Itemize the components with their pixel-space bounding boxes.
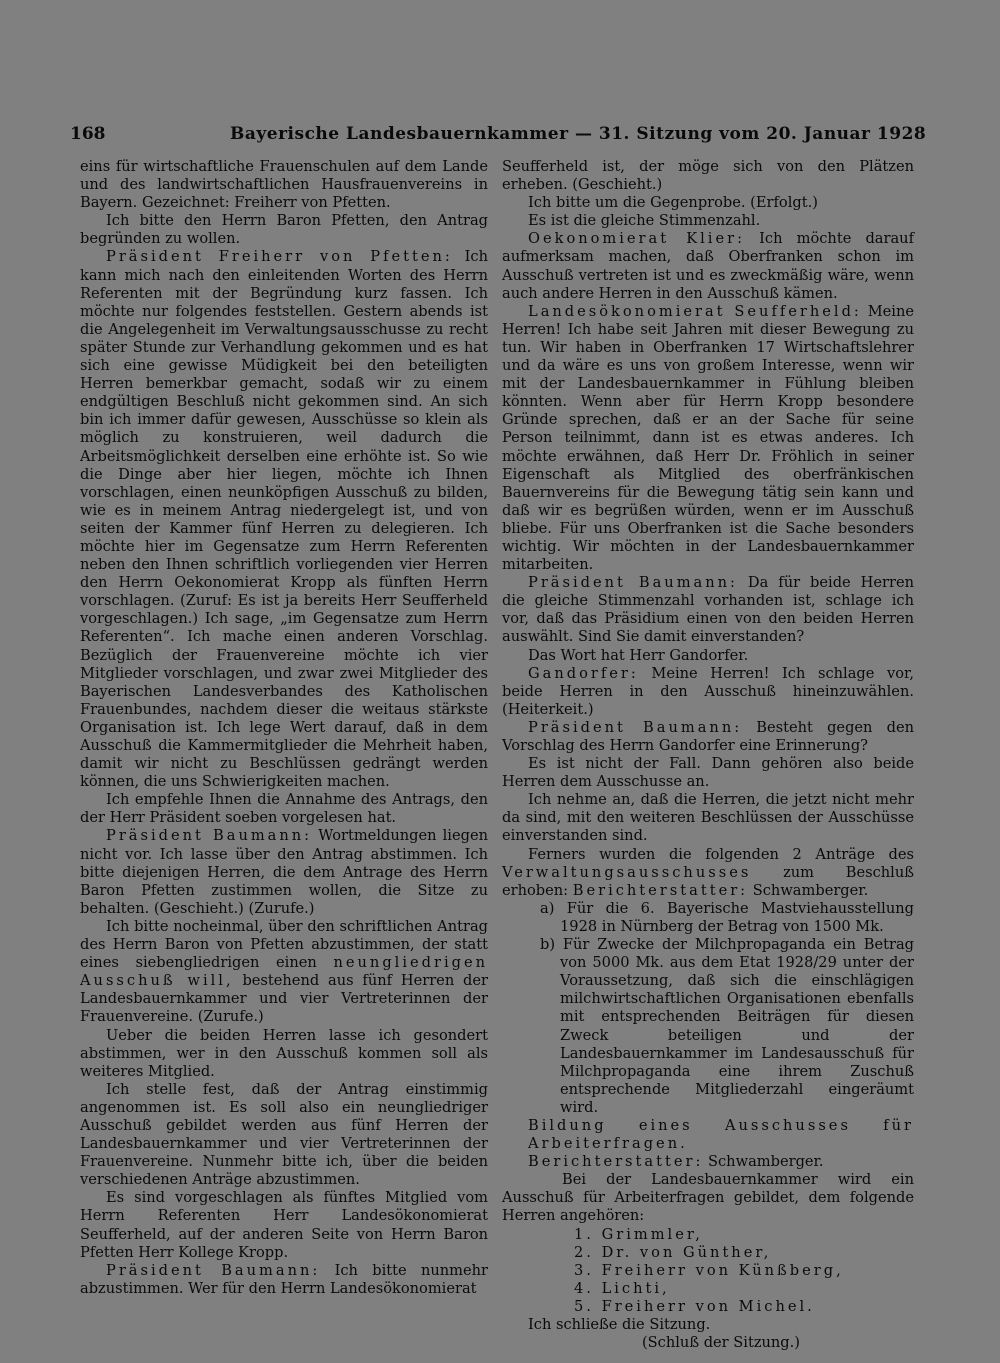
spaced-emphasis: Berichterstatter: bbox=[528, 1153, 704, 1171]
left-column bbox=[80, 158, 488, 1298]
paragraph bbox=[502, 1153, 914, 1171]
speaker-name: Oekonomierat Klier: bbox=[528, 230, 746, 248]
paragraph: Ich nehme an, daß die Herren, die jetzt nicht mehr da sind, mit den weiteren Beschlüssen der Ausschüsse einverstanden sind. bbox=[502, 791, 914, 845]
paragraph bbox=[502, 846, 914, 900]
paragraph bbox=[80, 827, 488, 917]
text-run: bestehend aus fünf Herren der Landesbauernkammer und vier Vertreterinnen der Frauenvereine. (Zurufe.) bbox=[80, 972, 488, 1026]
list-item: 3. Freiherr von Künßberg, bbox=[574, 1261, 844, 1279]
paragraph bbox=[80, 918, 488, 1027]
paragraph: Das Wort hat Herr Gandorfer. bbox=[528, 646, 749, 664]
paragraph: eins für wirtschaftliche Frauenschulen auf dem Lande und des landwirtschaftlichen Hausfrauenvereins in Bayern. Gezeichnet: Freiherr von Pfetten. bbox=[80, 158, 488, 212]
text-run: zum Beschluß erhoben: bbox=[502, 863, 914, 899]
list-item: 1. Grimmler, bbox=[574, 1225, 703, 1243]
paragraph: Es ist nicht der Fall. Dann gehören also beide Herren dem Ausschusse an. bbox=[502, 755, 914, 791]
list-item: b) Für Zwecke der Milchpropaganda ein Betrag von 5000 Mk. aus dem Etat 1928/29 unter der Voraussetzung, daß sich die einschlägigen milchwirtschaftlichen Organisationen ebenfalls mit entsprechenden Beiträgen für diesen Zweck beteiligen und der Landesbauernkammer im Landesausschuß für Milchpropaganda eine ihrem Zuschuß entsprechende Mitgliederzahl eingeräumt wird. bbox=[540, 936, 914, 1116]
paragraph: Es ist die gleiche Stimmenzahl. bbox=[528, 212, 761, 230]
paragraph: Bei der Landesbauernkammer wird ein Ausschuß für Arbeiterfragen gebildet, dem folgende Herren angehören: bbox=[502, 1171, 914, 1225]
paragraph bbox=[502, 719, 914, 755]
paragraph: Es sind vorgeschlagen als fünftes Mitglied vom Herrn Referenten Herr Landesökonomierat Seufferheld, auf der anderen Seite von Herrn Baron Pfetten Herr Kollege Kropp. bbox=[80, 1189, 488, 1261]
speaker-name: Präsident Freiherr von Pfetten: bbox=[106, 248, 453, 266]
speech-text: Meine Herren! Ich habe seit Jahren mit dieser Bewegung zu tun. Wir haben in Oberfranken 17 Wirtschaftslehrer und da wäre es uns von großem Interesse, wenn wir mit der Landesbauernkammer in Fühlung bleiben könnten. Wenn aber für Herrn Kropp besondere Gründe sprechen, daß er an der Sache für seine Person teilnimmt, dann ist es etwas anderes. Ich möchte erwähnen, daß Herr Dr. Fröhlich in seiner Eigenschaft als Mitglied des oberfränkischen Bauernvereins für die Bewegung tätig sein kann und daß wir es begrüßen würden, wenn er im Ausschuß bliebe. Für uns Oberfranken ist die Sache besonders wichtig. Wir möchten in der Landesbauernkammer mitarbeiten. bbox=[502, 302, 915, 574]
text-run: Schwamberger. bbox=[748, 881, 869, 899]
list-item: 2. Dr. von Günther, bbox=[574, 1243, 772, 1261]
paragraph bbox=[502, 303, 914, 574]
section-heading: Bildung eines Ausschusses für Arbeiterfragen. bbox=[528, 1116, 914, 1153]
paragraph bbox=[80, 1262, 488, 1298]
spaced-emphasis: neungliedrigen Ausschuß will, bbox=[80, 954, 488, 990]
list-item: a) Für die 6. Bayerische Mastviehausstellung 1928 in Nürnberg der Betrag von 1500 Mk. bbox=[540, 899, 914, 935]
spaced-emphasis: Verwaltungsausschusses bbox=[502, 863, 752, 881]
speech-text: Ich kann mich nach den einleitenden Worten des Herrn Referenten mit der Begründung kurz fassen. Ich möchte nur folgendes feststellen. Gestern abends ist die Angelegenheit im Verwaltungsausschusse zu recht später Stunde zur Verhandlung gekommen und es hat sich eine gewisse Müdigkeit bei den beteiligten Herren bemerkbar gemacht, sodaß wir zu einem endgültigen Beschluß nicht gekommen sind. An sich bin ich immer dafür gewesen, Ausschüsse so klein als möglich zu konstruieren, weil dadurch die Arbeitsmöglichkeit derselben eine erhöhte ist. So wie die Dinge aber hier liegen, möchte ich Ihnen vorschlagen, einen neunköpfigen Ausschuß zu bilden, wie es in meinem Antrag niedergelegt ist, und von seiten der Kammer fünf Herren zu delegieren. Ich möchte hier im Gegensatze zum Herrn Referenten neben den Ihnen schriftlich vorliegenden vier Herren den Herrn Oekonomierat Kropp als fünften Herrn vorschlagen. (Zuruf: Es ist ja bereits Herr Seufferheld vorgeschlagen.) Ich sage, „im Gegensatze zum Herrn Referenten“. Ich mache einen anderen Vorschlag. Bezüglich der Frauenvereine möchte ich vier Mitglieder vorschlagen, und zwar zwei Mitglieder des Bayerischen Landesverbandes des Katholischen Frauenbundes, nachdem dieser die weitaus stärkste Organisation ist. Ich lege Wert darauf, daß in dem Ausschuß die Kammermitglieder die Mehrheit haben, damit wir nicht zu Beschlüssen gedrängt werden können, die uns Schwierigkeiten machen. bbox=[80, 248, 488, 791]
speaker-name: Präsident Baumann: bbox=[106, 1261, 321, 1279]
list-item: 4. Lichti, bbox=[574, 1279, 670, 1297]
speaker-name: Landesökonomierat Seufferheld: bbox=[528, 302, 862, 320]
paragraph bbox=[80, 248, 488, 791]
speech-text: Ich möchte darauf aufmerksam machen, daß Oberfranken schon im Ausschuß vertreten ist und es zweckmäßig wäre, wenn auch andere Herren in den Ausschuß kämen. bbox=[502, 230, 914, 302]
paragraph: Ueber die beiden Herren lasse ich gesondert abstimmen, wer in den Ausschuß kommen soll als weiteres Mitglied. bbox=[80, 1026, 488, 1080]
text-run: Schwamberger. bbox=[703, 1153, 824, 1171]
spaced-emphasis: Berichterstatter: bbox=[572, 881, 749, 899]
speaker-name: Präsident Baumann: bbox=[106, 827, 313, 845]
closing-note: (Schluß der Sitzung.) bbox=[641, 1334, 800, 1352]
paragraph: Ich bitte den Herrn Baron Pfetten, den Antrag begründen zu wollen. bbox=[80, 212, 488, 248]
text-run: Ich bitte nocheinmal, über den schriftlichen Antrag des Herrn Baron von Pfetten abzustimmen, der statt eines siebengliedrigen einen bbox=[80, 917, 488, 972]
speech-text: Ich bitte nunmehr abzustimmen. Wer für den Herrn Landesökonomierat bbox=[80, 1261, 488, 1297]
speaker-name: Präsident Baumann: bbox=[528, 718, 743, 736]
paragraph bbox=[502, 665, 914, 719]
member-list bbox=[502, 1226, 914, 1316]
page-number: 168 bbox=[70, 124, 106, 144]
speech-text: Wortmeldungen liegen nicht vor. Ich lasse über den Antrag abstimmen. Ich bitte diejenigen Herren, die dem Antrage des Herrn Baron Pfetten zustimmen wollen, die Sitze zu behalten. (Geschieht.) (Zurufe.) bbox=[80, 827, 488, 917]
running-title: Bayerische Landesbauernkammer — 31. Sitzung vom 20. Januar 1928 bbox=[230, 124, 927, 144]
motion-list bbox=[502, 900, 914, 1117]
paragraph bbox=[502, 230, 914, 302]
speech-text: Da für beide Herren die gleiche Stimmenzahl vorhanden ist, schlage ich vor, daß das Präsidium einen von den beiden Herren auswählt. Sind Sie damit einverstanden? bbox=[502, 574, 914, 646]
speaker-name: Gandorfer: bbox=[528, 664, 639, 682]
paragraph: Ich bitte um die Gegenprobe. (Erfolgt.) bbox=[528, 194, 818, 212]
paragraph: Ich stelle fest, daß der Antrag einstimmig angenommen ist. Es soll also ein neungliedriger Ausschuß gebildet werden aus fünf Herren der Landesbauernkammer und vier Vertreterinnen der Frauenvereine. Nunmehr bitte ich, über die beiden verschiedenen Anträge abzustimmen. bbox=[80, 1080, 488, 1189]
paragraph: Ich empfehle Ihnen die Annahme des Antrags, den der Herr Präsident soeben vorgelesen hat. bbox=[80, 791, 488, 827]
page-header bbox=[70, 124, 930, 148]
paragraph: Ich schließe die Sitzung. bbox=[528, 1316, 711, 1333]
speech-text: Meine Herren! Ich schlage vor, beide Herren in den Ausschuß hineinzuwählen. (Heiterkeit.) bbox=[502, 664, 914, 718]
paragraph: Seufferheld ist, der möge sich von den Plätzen erheben. (Geschieht.) bbox=[502, 158, 914, 194]
list-item: 5. Freiherr von Michel. bbox=[574, 1297, 815, 1315]
text-run: Ferners wurden die folgenden 2 Anträge des bbox=[528, 845, 914, 863]
right-column bbox=[502, 158, 914, 1352]
speaker-name: Präsident Baumann: bbox=[528, 574, 738, 592]
speech-text: Besteht gegen den Vorschlag des Herrn Gandorfer eine Erinnerung? bbox=[502, 718, 914, 754]
paragraph bbox=[502, 574, 914, 646]
